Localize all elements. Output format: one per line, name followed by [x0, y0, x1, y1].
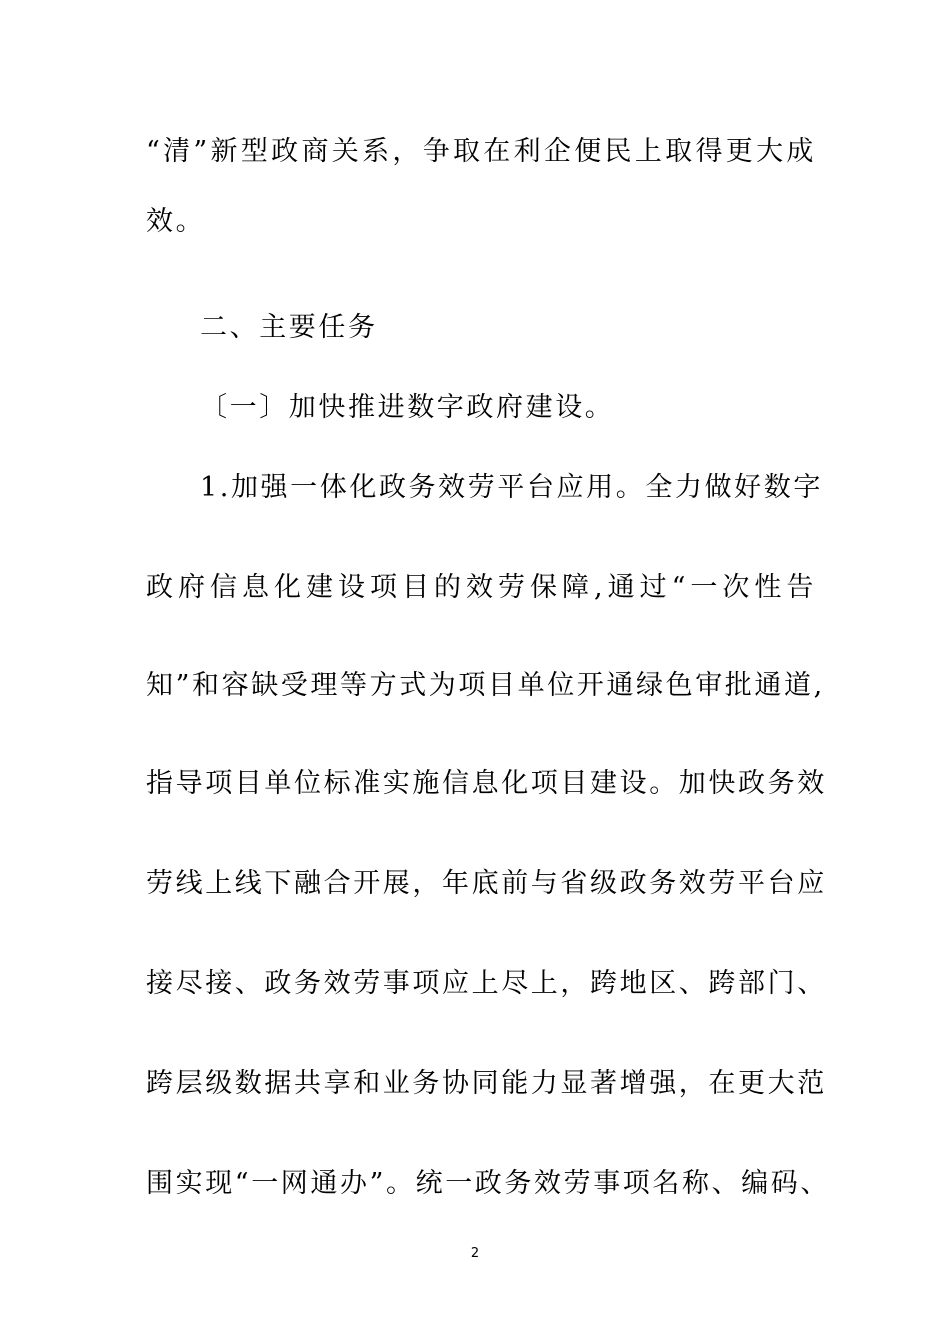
- paragraph-line: 政府信息化建设项目的效劳保障,通过“一次性告: [146, 572, 816, 603]
- paragraph-line: 围实现“一网通办”。统一政务效劳事项名称、编码、: [146, 1168, 831, 1199]
- paragraph-line: 知”和容缺受理等方式为项目单位开通绿色审批通道,: [146, 670, 825, 701]
- paragraph-line: 1.加强一体化政务效劳平台应用。全力做好数字: [200, 472, 823, 503]
- paragraph-line: 劳线上线下融合开展，年底前与省级政务效劳平台应: [146, 868, 827, 899]
- paragraph-line: 效。: [146, 206, 206, 237]
- paragraph-line: 指导项目单位标准实施信息化项目建设。加快政务效: [146, 768, 827, 799]
- page-number: 2: [470, 1246, 480, 1261]
- paragraph-line: 跨层级数据共享和业务协同能力显著增强，在更大范: [146, 1068, 827, 1099]
- paragraph-line: 接尽接、政务效劳事项应上尽上，跨地区、跨部门、: [146, 968, 827, 999]
- paragraph-line: “清”新型政商关系，争取在利企便民上取得更大成: [146, 136, 816, 167]
- subsection-heading: 〔一〕加快推进数字政府建设。: [200, 392, 615, 423]
- section-heading: 二、主要任务: [200, 312, 378, 343]
